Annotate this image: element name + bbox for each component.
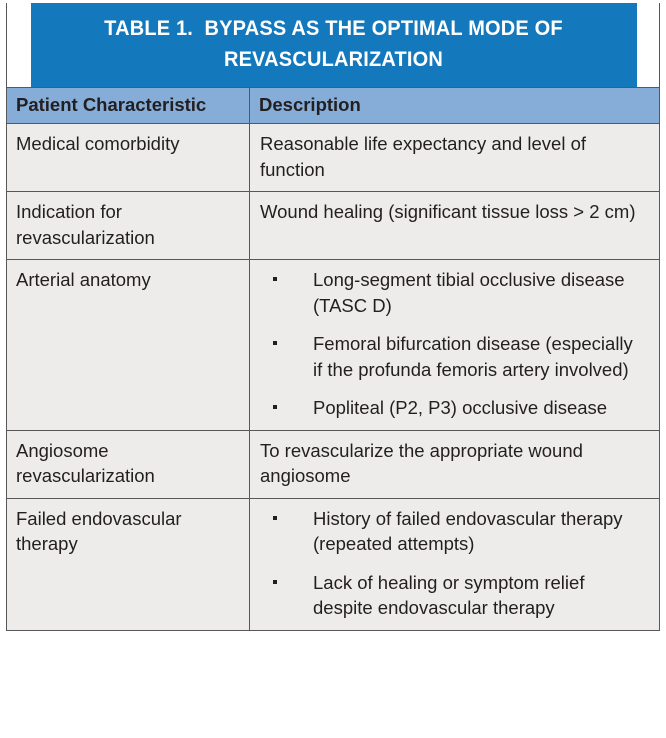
square-bullet-icon: [273, 516, 277, 520]
cell-patient-characteristic: [7, 498, 250, 630]
cell-description: [250, 430, 660, 498]
description-text: Reasonable life expectancy and level of function: [260, 133, 592, 180]
table-title-text: TABLE 1. BYPASS AS THE OPTIMAL MODE OF REVASCULARIZATION: [103, 16, 569, 71]
column-header-patient-characteristic: Patient Characteristic: [7, 88, 250, 124]
table-title: [29, 3, 636, 88]
cell-description: [250, 124, 660, 192]
description-bullet-list: [260, 267, 647, 421]
list-item-text: Femoral bifurcation disease (especially if the profunda femoris artery involved): [313, 333, 638, 380]
list-item: [260, 331, 647, 382]
list-item-text: History of failed endovascular therapy (repeated attempts): [313, 507, 628, 554]
table-row: [7, 124, 660, 192]
cell-patient-characteristic: [7, 192, 250, 260]
square-bullet-icon: [273, 405, 277, 409]
characteristic-text: Failed endovascular therapy: [16, 507, 187, 554]
cell-patient-characteristic: [7, 260, 250, 431]
table-row: [7, 192, 660, 260]
table-head: [7, 3, 660, 124]
description-text: Wound healing (significant tissue loss > 2 cm): [260, 201, 636, 222]
square-bullet-icon: [273, 580, 277, 584]
list-item: [260, 570, 647, 621]
description-bullet-list: [260, 506, 647, 621]
bypass-revascularization-table: [6, 3, 660, 631]
characteristic-text: Indication for revascularization: [16, 201, 155, 248]
list-item-text: Long-segment tibial occlusive disease (TASC D): [313, 269, 630, 316]
cell-description: [250, 192, 660, 260]
table-row: [7, 260, 660, 431]
cell-description: [250, 498, 660, 630]
square-bullet-icon: [273, 341, 277, 345]
list-item-text: Lack of healing or symptom relief despite endovascular therapy: [313, 571, 590, 618]
characteristic-text: Angiosome revascularization: [16, 439, 155, 486]
table-title-row: [7, 3, 660, 88]
characteristic-text: Arterial anatomy: [16, 269, 151, 290]
table-row: [7, 430, 660, 498]
characteristic-text: Medical comorbidity: [16, 133, 180, 154]
cell-patient-characteristic: [7, 430, 250, 498]
list-item-text: Popliteal (P2, P3) occlusive disease: [313, 397, 608, 418]
cell-description: [250, 260, 660, 431]
description-text: To revascularize the appropriate wound angiosome: [260, 439, 589, 486]
cell-patient-characteristic: [7, 124, 250, 192]
column-header-description: Description: [250, 88, 660, 124]
table-container: [6, 3, 659, 631]
table-body: [7, 124, 660, 631]
table-row: [7, 498, 660, 630]
list-item: [260, 267, 647, 318]
square-bullet-icon: [273, 277, 277, 281]
list-item: [260, 395, 647, 421]
table-column-header-row: [7, 88, 660, 124]
list-item: [260, 506, 647, 557]
